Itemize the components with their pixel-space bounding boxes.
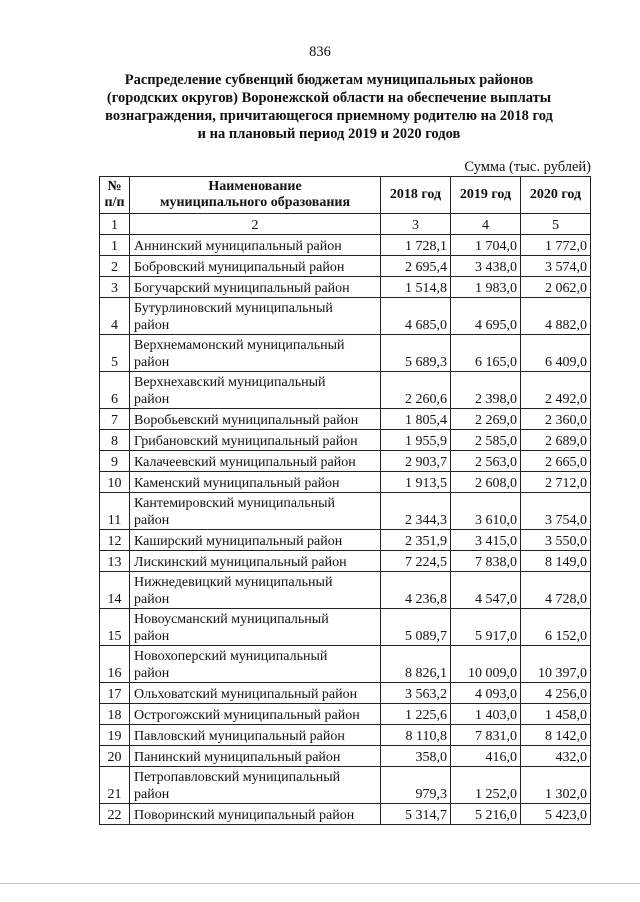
amount-2020: 2 665,0 bbox=[521, 451, 591, 472]
row-number: 13 bbox=[100, 551, 130, 572]
table-row bbox=[100, 409, 591, 430]
table-row bbox=[100, 746, 591, 767]
district-name bbox=[130, 235, 381, 256]
row-number: 22 bbox=[100, 804, 130, 825]
amount-2018: 1 913,5 bbox=[381, 472, 451, 493]
district-name bbox=[130, 256, 381, 277]
district-name-line1: Кантемировский муниципальный bbox=[134, 496, 335, 511]
district-name bbox=[130, 298, 381, 335]
subsidy-table bbox=[99, 176, 591, 825]
row-number: 20 bbox=[100, 746, 130, 767]
district-name-line1: Поворинский муниципальный район bbox=[134, 808, 355, 823]
title-line-2: (городских округов) Воронежской области на обеспечение выплаты bbox=[106, 90, 552, 106]
amount-2019: 7 831,0 bbox=[451, 725, 521, 746]
header-name bbox=[130, 177, 381, 214]
amount-2019: 5 917,0 bbox=[451, 609, 521, 646]
row-number: 1 bbox=[100, 235, 130, 256]
district-name bbox=[130, 493, 381, 530]
district-name bbox=[130, 551, 381, 572]
district-name-line1: Аннинский муниципальный район bbox=[134, 239, 342, 254]
district-name-line1: Новоусманский муниципальный bbox=[134, 612, 329, 627]
district-name bbox=[130, 277, 381, 298]
amount-2019: 2 585,0 bbox=[451, 430, 521, 451]
table-row bbox=[100, 277, 591, 298]
table-row bbox=[100, 551, 591, 572]
district-name-line1: Грибановский муниципальный район bbox=[134, 434, 358, 449]
amount-2020: 2 689,0 bbox=[521, 430, 591, 451]
row-number: 9 bbox=[100, 451, 130, 472]
amount-2019: 2 563,0 bbox=[451, 451, 521, 472]
title-line-4: и на плановый период 2019 и 2020 годов bbox=[197, 126, 461, 142]
district-name-line2: район bbox=[134, 787, 170, 802]
table-row bbox=[100, 335, 591, 372]
district-name-line1: Павловский муниципальный район bbox=[134, 729, 345, 744]
district-name-line2: район bbox=[134, 592, 170, 607]
row-number: 7 bbox=[100, 409, 130, 430]
title-line-1: Распределение субвенций бюджетам муниципальных районов bbox=[124, 72, 534, 88]
table-row bbox=[100, 472, 591, 493]
district-name bbox=[130, 646, 381, 683]
amount-2019: 1 252,0 bbox=[451, 767, 521, 804]
district-name bbox=[130, 767, 381, 804]
amount-2019: 4 547,0 bbox=[451, 572, 521, 609]
amount-2020: 1 772,0 bbox=[521, 235, 591, 256]
district-name bbox=[130, 430, 381, 451]
row-number: 6 bbox=[100, 372, 130, 409]
amount-2018: 5 689,3 bbox=[381, 335, 451, 372]
district-name bbox=[130, 572, 381, 609]
district-name-line1: Панинский муниципальный район bbox=[134, 750, 341, 765]
district-name bbox=[130, 804, 381, 825]
amount-2018: 2 260,6 bbox=[381, 372, 451, 409]
amount-2018: 7 224,5 bbox=[381, 551, 451, 572]
amount-2019: 3 610,0 bbox=[451, 493, 521, 530]
header-2019: 2019 год bbox=[451, 177, 521, 214]
amount-2019: 2 608,0 bbox=[451, 472, 521, 493]
table-row bbox=[100, 646, 591, 683]
amount-2018: 1 805,4 bbox=[381, 409, 451, 430]
table-header-row bbox=[100, 177, 591, 214]
district-name bbox=[130, 372, 381, 409]
row-number: 16 bbox=[100, 646, 130, 683]
table-row bbox=[100, 804, 591, 825]
amount-2020: 10 397,0 bbox=[521, 646, 591, 683]
district-name-line1: Каменский муниципальный район bbox=[134, 476, 340, 491]
amount-2019: 1 403,0 bbox=[451, 704, 521, 725]
amount-2020: 3 754,0 bbox=[521, 493, 591, 530]
row-number: 10 bbox=[100, 472, 130, 493]
amount-2018: 1 728,1 bbox=[381, 235, 451, 256]
district-name-line1: Петропавловский муниципальный bbox=[134, 770, 341, 785]
amount-2019: 5 216,0 bbox=[451, 804, 521, 825]
row-number: 19 bbox=[100, 725, 130, 746]
amount-2019: 416,0 bbox=[451, 746, 521, 767]
district-name bbox=[130, 704, 381, 725]
district-name bbox=[130, 609, 381, 646]
amount-2020: 2 360,0 bbox=[521, 409, 591, 430]
amount-2018: 4 685,0 bbox=[381, 298, 451, 335]
page-number: 836 bbox=[309, 44, 331, 60]
page-bottom-rule bbox=[0, 883, 640, 884]
row-number: 5 bbox=[100, 335, 130, 372]
table-row bbox=[100, 572, 591, 609]
district-name-line1: Новохоперский муниципальный bbox=[134, 649, 328, 664]
district-name bbox=[130, 409, 381, 430]
amount-2020: 4 728,0 bbox=[521, 572, 591, 609]
amount-2019: 10 009,0 bbox=[451, 646, 521, 683]
district-name bbox=[130, 472, 381, 493]
amount-2019: 4 093,0 bbox=[451, 683, 521, 704]
amount-2018: 4 236,8 bbox=[381, 572, 451, 609]
row-number: 12 bbox=[100, 530, 130, 551]
amount-2020: 2 712,0 bbox=[521, 472, 591, 493]
amount-2018: 1 955,9 bbox=[381, 430, 451, 451]
table-row bbox=[100, 683, 591, 704]
amount-2018: 3 563,2 bbox=[381, 683, 451, 704]
index-cell: 2 bbox=[130, 214, 381, 235]
header-name-line2: муниципального образования bbox=[159, 195, 351, 210]
amount-2019: 2 398,0 bbox=[451, 372, 521, 409]
amount-2019: 4 695,0 bbox=[451, 298, 521, 335]
district-name-line1: Богучарский муниципальный район bbox=[134, 281, 350, 296]
district-name-line1: Каширский муниципальный район bbox=[134, 534, 343, 549]
district-name-line1: Верхнехавский муниципальный bbox=[134, 375, 326, 390]
district-name bbox=[130, 451, 381, 472]
row-number: 4 bbox=[100, 298, 130, 335]
table-row bbox=[100, 493, 591, 530]
table-row bbox=[100, 704, 591, 725]
amount-2020: 2 492,0 bbox=[521, 372, 591, 409]
district-name-line2: район bbox=[134, 318, 170, 333]
amount-2020: 432,0 bbox=[521, 746, 591, 767]
header-number bbox=[100, 177, 130, 214]
amount-2020: 2 062,0 bbox=[521, 277, 591, 298]
amount-2019: 1 983,0 bbox=[451, 277, 521, 298]
amount-2018: 2 903,7 bbox=[381, 451, 451, 472]
title-line-3: вознаграждения, причитающегося приемному родителю на 2018 год bbox=[105, 108, 553, 124]
amount-2018: 1 514,8 bbox=[381, 277, 451, 298]
index-cell: 3 bbox=[381, 214, 451, 235]
amount-2020: 3 574,0 bbox=[521, 256, 591, 277]
header-number-line2: п/п bbox=[104, 195, 125, 210]
district-name bbox=[130, 335, 381, 372]
index-cell: 4 bbox=[451, 214, 521, 235]
amount-2018: 2 695,4 bbox=[381, 256, 451, 277]
table-row bbox=[100, 430, 591, 451]
units-label: Сумма (тыс. рублей) bbox=[464, 159, 591, 175]
amount-2020: 1 458,0 bbox=[521, 704, 591, 725]
district-name-line1: Бутурлиновский муниципальный bbox=[134, 301, 333, 316]
district-name-line1: Бобровский муниципальный район bbox=[134, 260, 345, 275]
amount-2018: 5 089,7 bbox=[381, 609, 451, 646]
amount-2020: 5 423,0 bbox=[521, 804, 591, 825]
amount-2020: 4 882,0 bbox=[521, 298, 591, 335]
amount-2019: 1 704,0 bbox=[451, 235, 521, 256]
amount-2019: 6 165,0 bbox=[451, 335, 521, 372]
index-cell: 5 bbox=[521, 214, 591, 235]
amount-2018: 8 110,8 bbox=[381, 725, 451, 746]
district-name-line2: район bbox=[134, 666, 170, 681]
district-name-line1: Острогожский муниципальный район bbox=[134, 708, 360, 723]
district-name bbox=[130, 725, 381, 746]
district-name-line1: Ольховатский муниципальный район bbox=[134, 687, 358, 702]
amount-2018: 979,3 bbox=[381, 767, 451, 804]
table-row bbox=[100, 609, 591, 646]
amount-2019: 2 269,0 bbox=[451, 409, 521, 430]
district-name bbox=[130, 683, 381, 704]
header-number-line1: № bbox=[107, 179, 122, 194]
table-row bbox=[100, 725, 591, 746]
row-number: 18 bbox=[100, 704, 130, 725]
amount-2018: 8 826,1 bbox=[381, 646, 451, 683]
table-row bbox=[100, 530, 591, 551]
amount-2019: 7 838,0 bbox=[451, 551, 521, 572]
amount-2020: 6 409,0 bbox=[521, 335, 591, 372]
district-name-line2: район bbox=[134, 355, 170, 370]
amount-2020: 3 550,0 bbox=[521, 530, 591, 551]
district-name bbox=[130, 746, 381, 767]
table-row bbox=[100, 372, 591, 409]
header-name-line1: Наименование bbox=[208, 179, 302, 194]
amount-2020: 8 142,0 bbox=[521, 725, 591, 746]
amount-2020: 6 152,0 bbox=[521, 609, 591, 646]
amount-2020: 1 302,0 bbox=[521, 767, 591, 804]
amount-2018: 5 314,7 bbox=[381, 804, 451, 825]
table-row bbox=[100, 451, 591, 472]
amount-2018: 2 344,3 bbox=[381, 493, 451, 530]
amount-2020: 8 149,0 bbox=[521, 551, 591, 572]
district-name bbox=[130, 530, 381, 551]
row-number: 15 bbox=[100, 609, 130, 646]
row-number: 8 bbox=[100, 430, 130, 451]
table-row bbox=[100, 767, 591, 804]
district-name-line2: район bbox=[134, 392, 170, 407]
amount-2018: 2 351,9 bbox=[381, 530, 451, 551]
table-row bbox=[100, 298, 591, 335]
row-number: 3 bbox=[100, 277, 130, 298]
header-2020: 2020 год bbox=[521, 177, 591, 214]
amount-2018: 1 225,6 bbox=[381, 704, 451, 725]
row-number: 14 bbox=[100, 572, 130, 609]
index-cell: 1 bbox=[100, 214, 130, 235]
amount-2020: 4 256,0 bbox=[521, 683, 591, 704]
row-number: 11 bbox=[100, 493, 130, 530]
amount-2019: 3 438,0 bbox=[451, 256, 521, 277]
amount-2018: 358,0 bbox=[381, 746, 451, 767]
district-name-line2: район bbox=[134, 513, 170, 528]
amount-2019: 3 415,0 bbox=[451, 530, 521, 551]
district-name-line2: район bbox=[134, 629, 170, 644]
document-title bbox=[95, 71, 563, 143]
district-name-line1: Верхнемамонский муниципальный bbox=[134, 338, 345, 353]
column-index-row bbox=[100, 214, 591, 235]
district-name-line1: Лискинский муниципальный район bbox=[134, 555, 347, 570]
row-number: 17 bbox=[100, 683, 130, 704]
district-name-line1: Воробьевский муниципальный район bbox=[134, 413, 359, 428]
district-name-line1: Нижнедевицкий муниципальный bbox=[134, 575, 333, 590]
row-number: 21 bbox=[100, 767, 130, 804]
row-number: 2 bbox=[100, 256, 130, 277]
header-2018: 2018 год bbox=[381, 177, 451, 214]
district-name-line1: Калачеевский муниципальный район bbox=[134, 455, 356, 470]
table-row bbox=[100, 256, 591, 277]
table-row bbox=[100, 235, 591, 256]
